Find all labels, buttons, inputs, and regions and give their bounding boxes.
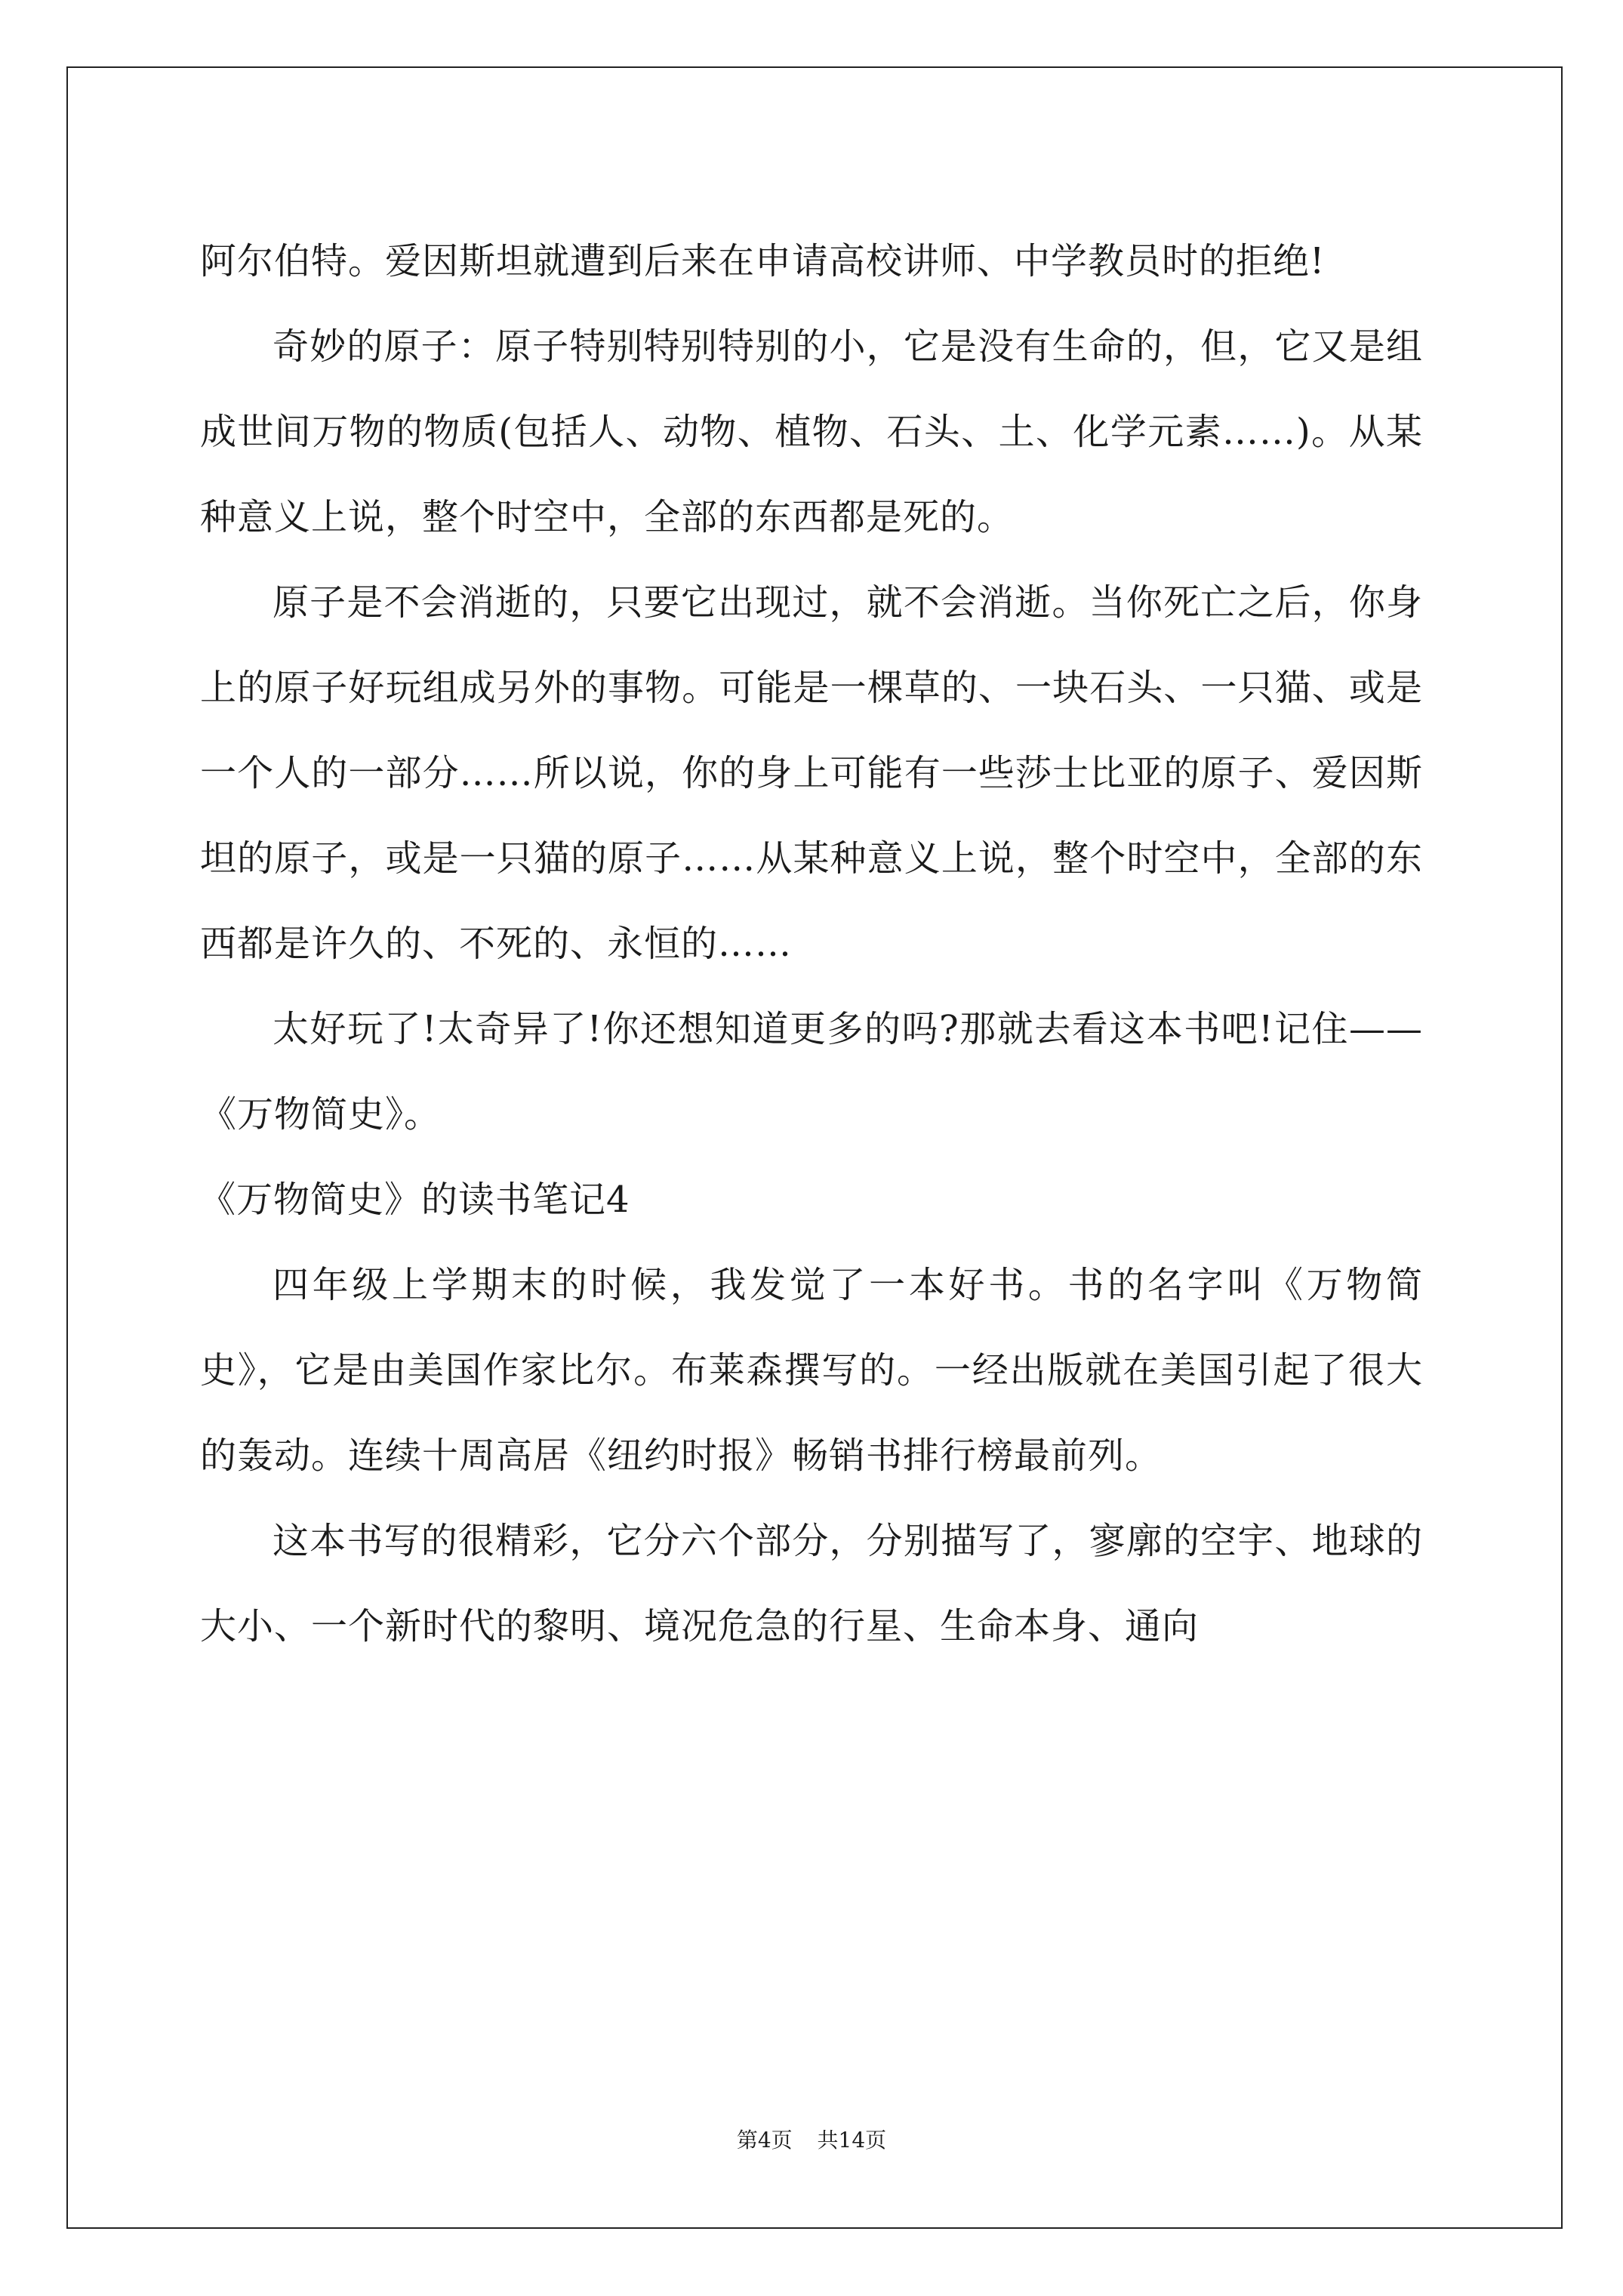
paragraph: 奇妙的原子：原子特别特别特别的小，它是没有生命的，但，它又是组成世间万物的物质(包括人、动物、植物、石头、土、化学元素……)。从某种意义上说，整个时空中，全部的东西都是死的。: [200, 325, 1423, 538]
page-footer: [0, 2125, 1623, 2156]
paragraph: 原子是不会消逝的，只要它出现过，就不会消逝。当你死亡之后，你身上的原子好玩组成另外的事物。可能是一棵草的、一块石头、一只猫、或是一个人的一部分……所以说，你的身上可能有一些莎士比亚的原子、爱因斯坦的原子，或是一只猫的原子……从某种意义上说，整个时空中，全部的东西都是许久的、不死的、永恒的……: [200, 581, 1423, 965]
paragraph: 四年级上学期末的时候，我发觉了一本好书。书的名字叫《万物简史》，它是由美国作家比尔。布莱森撰写的。一经出版就在美国引起了很大的轰动。连续十周高居《纽约时报》畅销书排行榜最前列。: [200, 1264, 1423, 1477]
paragraph: 阿尔伯特。爱因斯坦就遭到后来在申请高校讲师、中学教员时的拒绝!: [200, 240, 1326, 282]
section-heading: 《万物简史》的读书笔记4: [199, 1179, 630, 1221]
paragraph: 这本书写的很精彩，它分六个部分，分别描写了，寥廓的空宇、地球的大小、一个新时代的黎明、境况危急的行星、生命本身、通向: [200, 1520, 1423, 1647]
page-total: 共14页: [817, 2128, 887, 2153]
paragraph: 太好玩了!太奇异了!你还想知道更多的吗?那就去看这本书吧!记住——《万物简史》。: [200, 1008, 1423, 1136]
page-number: 第4页: [736, 2128, 793, 2153]
document-body: [200, 219, 1423, 1669]
